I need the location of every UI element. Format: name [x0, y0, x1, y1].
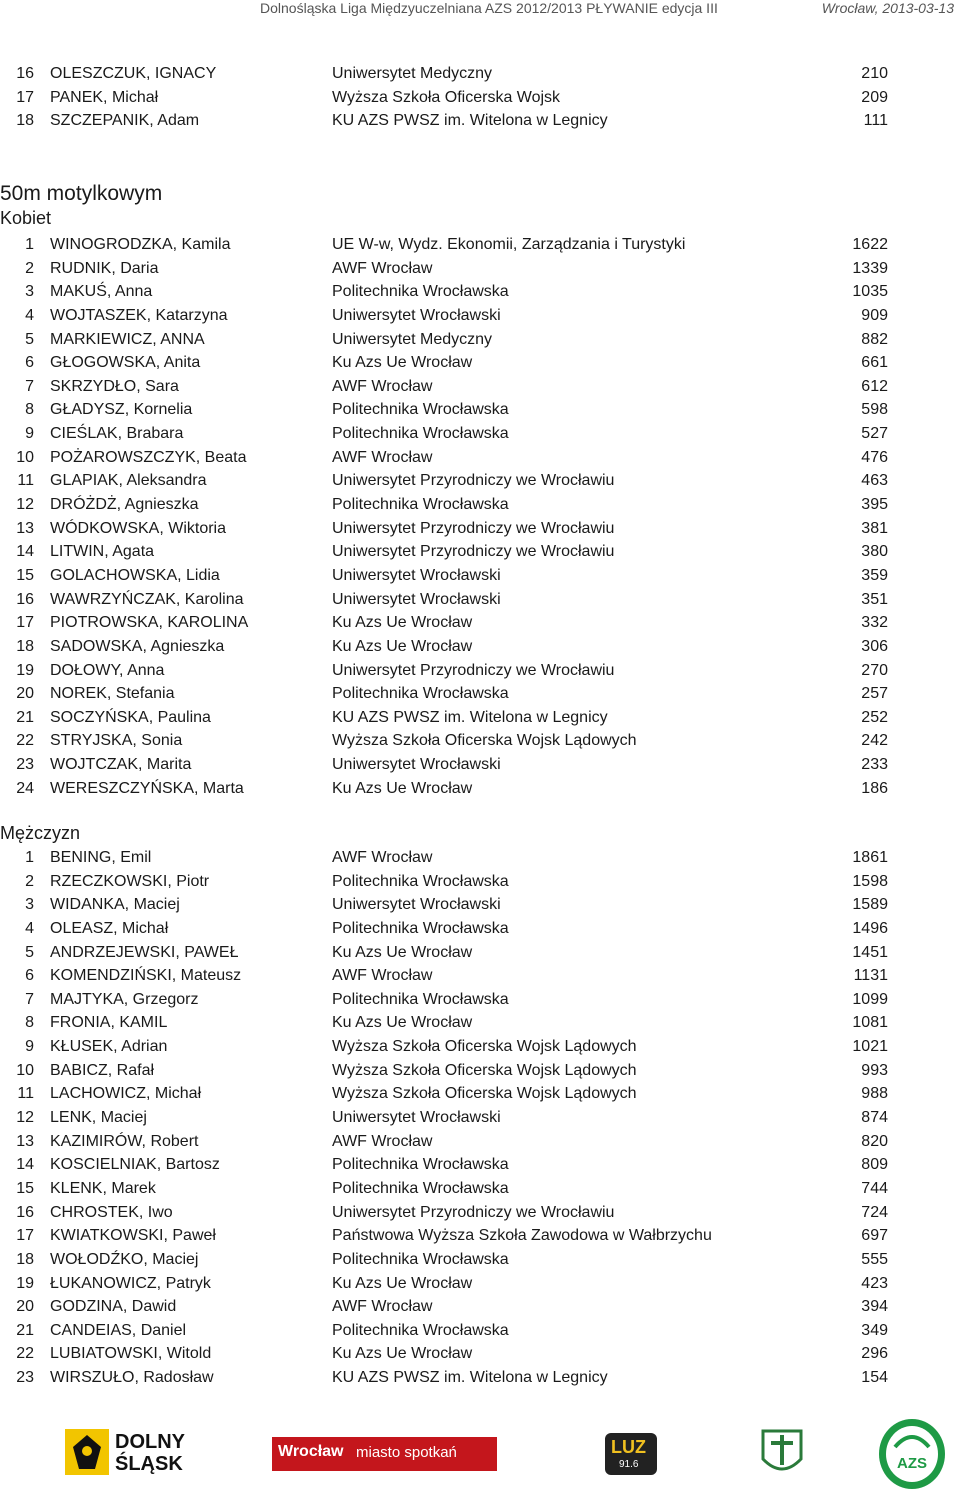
place-cell: 19	[16, 661, 34, 679]
name-cell: BENING, Emil	[50, 849, 152, 866]
club-cell: Państwowa Wyższa Szkoła Zawodowa w Wałbrzychu	[332, 1227, 712, 1245]
place-cell: 7	[25, 990, 34, 1008]
points-cell: 909	[861, 306, 888, 324]
club-cell: Politechnika Wrocławska	[332, 1250, 509, 1268]
club-cell: Politechnika Wrocławska	[332, 425, 509, 443]
club-cell: AWF Wrocław	[332, 259, 433, 277]
name-cell: STRYJSKA, Sonia	[50, 732, 183, 750]
luz-text: LUZ	[611, 1437, 646, 1457]
name-cell: SKRZYDŁO, Sara	[50, 377, 179, 395]
points-cell: 1131	[853, 967, 888, 985]
wroclaw-logo	[272, 1437, 497, 1471]
previous-results-list	[0, 62, 960, 133]
place-cell: 18	[16, 637, 34, 655]
club-cell: KU AZS PWSZ im. Witelona w Legnicy	[332, 708, 608, 726]
result-row	[0, 611, 960, 635]
points-cell: 210	[861, 65, 888, 82]
place-cell: 5	[25, 330, 34, 348]
name-cell: LITWIN, Agata	[50, 543, 155, 561]
points-cell: 598	[861, 401, 888, 419]
name-cell: CIEŚLAK, Brabara	[50, 425, 184, 443]
club-cell: Ku Azs Ue Wrocław	[332, 637, 473, 655]
place-cell: 18	[16, 1250, 34, 1268]
name-cell: KWIATKOWSKI, Paweł	[50, 1227, 216, 1245]
club-cell: Uniwersytet Wrocławski	[332, 1109, 501, 1127]
points-cell: 1099	[852, 990, 888, 1008]
result-row	[0, 729, 960, 753]
place-cell: 8	[25, 1014, 34, 1032]
place-cell: 21	[16, 708, 34, 726]
azs-emblem-icon	[877, 1417, 947, 1491]
place-cell: 6	[25, 354, 34, 372]
place-cell: 14	[16, 543, 34, 561]
place-cell: 16	[16, 590, 34, 608]
points-cell: 186	[861, 779, 888, 797]
place-cell: 19	[16, 1274, 34, 1292]
place-cell: 23	[16, 756, 34, 774]
club-cell: Wyższa Szkoła Oficerska Wojsk Lądowych	[332, 1085, 637, 1103]
sponsor-logos	[0, 1415, 960, 1495]
points-cell: 988	[861, 1085, 888, 1103]
place-cell: 20	[16, 1298, 34, 1316]
place-cell: 2	[25, 259, 34, 277]
result-row	[0, 1130, 960, 1154]
place-cell: 10	[16, 448, 34, 466]
points-cell: 874	[861, 1109, 888, 1127]
place-cell: 9	[25, 425, 34, 443]
club-cell: Uniwersytet Przyrodniczy we Wrocławiu	[332, 661, 615, 679]
points-cell: 1451	[852, 943, 888, 961]
club-cell: Uniwersytet Medyczny	[332, 65, 493, 82]
result-row	[0, 233, 960, 257]
points-cell: 332	[861, 614, 888, 632]
club-cell: Uniwersytet Wrocławski	[332, 590, 501, 608]
name-cell: LUBIATOWSKI, Witold	[50, 1345, 212, 1363]
place-cell: 4	[25, 919, 34, 937]
points-cell: 1035	[852, 283, 888, 301]
dolny-slask-text: DOLNY ŚLĄSK	[115, 1431, 185, 1475]
points-cell: 1496	[852, 919, 888, 937]
name-cell: OLEASZ, Michał	[50, 919, 169, 937]
university-crest-logo	[757, 1425, 807, 1481]
name-cell: GLAPIAK, Aleksandra	[50, 472, 207, 490]
place-cell: 12	[16, 496, 34, 514]
result-row	[0, 1248, 960, 1272]
points-cell: 612	[861, 377, 888, 395]
result-row	[0, 469, 960, 493]
points-cell: 744	[861, 1179, 888, 1197]
name-cell: SADOWSKA, Agnieszka	[50, 637, 225, 655]
result-row	[0, 540, 960, 564]
result-row	[0, 1082, 960, 1106]
azs-text: AZS	[897, 1455, 927, 1472]
place-cell: 15	[16, 1179, 34, 1197]
place-cell: 18	[16, 112, 34, 130]
points-cell: 527	[861, 425, 888, 443]
points-cell: 1589	[852, 896, 888, 914]
name-cell: WOJTCZAK, Marita	[50, 756, 192, 774]
name-cell: ŁUKANOWICZ, Patryk	[50, 1274, 211, 1292]
points-cell: 154	[861, 1369, 888, 1387]
place-cell: 22	[16, 732, 34, 750]
result-row	[0, 1319, 960, 1343]
points-cell: 242	[861, 732, 888, 750]
wroclaw-logo-tagline: miasto spotkań	[356, 1444, 457, 1461]
result-row	[0, 62, 960, 86]
result-row	[0, 1342, 960, 1366]
header-date: Wrocław, 2013-03-13	[821, 0, 954, 16]
club-cell: Ku Azs Ue Wrocław	[332, 779, 473, 797]
result-row	[0, 328, 960, 352]
name-cell: WOJTASZEK, Katarzyna	[50, 306, 228, 324]
points-cell: 270	[861, 661, 888, 679]
place-cell: 16	[16, 65, 34, 82]
place-cell: 7	[25, 377, 34, 395]
points-cell: 1622	[852, 236, 888, 253]
result-row	[0, 1106, 960, 1130]
place-cell: 14	[16, 1156, 34, 1174]
place-cell: 5	[25, 943, 34, 961]
women-category-label: Kobiet	[0, 208, 52, 228]
result-row	[0, 682, 960, 706]
club-cell: Ku Azs Ue Wrocław	[332, 1345, 473, 1363]
result-row	[0, 1153, 960, 1177]
name-cell: ANDRZEJEWSKI, PAWEŁ	[50, 943, 239, 961]
points-cell: 380	[861, 543, 888, 561]
club-cell: Wyższa Szkoła Oficerska Wojsk Lądowych	[332, 1038, 637, 1056]
points-cell: 296	[861, 1345, 888, 1363]
place-cell: 10	[16, 1061, 34, 1079]
points-cell: 351	[861, 590, 888, 608]
result-row	[0, 1366, 960, 1390]
club-cell: Uniwersytet Przyrodniczy we Wrocławiu	[332, 472, 615, 490]
result-row	[0, 988, 960, 1012]
name-cell: MARKIEWICZ, ANNA	[50, 330, 205, 348]
place-cell: 2	[25, 872, 34, 890]
azs-logo	[877, 1417, 947, 1491]
club-cell: Politechnika Wrocławska	[332, 685, 509, 703]
result-row	[0, 257, 960, 281]
result-row	[0, 517, 960, 541]
result-row	[0, 588, 960, 612]
women-results-list	[0, 233, 960, 800]
result-row	[0, 422, 960, 446]
club-cell: Uniwersytet Przyrodniczy we Wrocławiu	[332, 543, 615, 561]
place-cell: 4	[25, 306, 34, 324]
name-cell: KOSCIELNIAK, Bartosz	[50, 1156, 220, 1174]
club-cell: Ku Azs Ue Wrocław	[332, 1274, 473, 1292]
points-cell: 395	[861, 496, 888, 514]
name-cell: DOŁOWY, Anna	[50, 661, 165, 679]
result-row	[0, 1035, 960, 1059]
place-cell: 13	[16, 1132, 34, 1150]
result-row	[0, 86, 960, 110]
name-cell: PANEK, Michał	[50, 88, 159, 106]
place-cell: 17	[16, 614, 34, 632]
place-cell: 8	[25, 401, 34, 419]
place-cell: 3	[25, 896, 34, 914]
name-cell: GŁADYSZ, Kornelia	[50, 401, 193, 419]
club-cell: AWF Wrocław	[332, 849, 433, 866]
name-cell: NOREK, Stefania	[50, 685, 175, 703]
place-cell: 12	[16, 1109, 34, 1127]
name-cell: RUDNIK, Daria	[50, 259, 159, 277]
club-cell: KU AZS PWSZ im. Witelona w Legnicy	[332, 112, 608, 130]
name-cell: FRONIA, KAMIL	[50, 1014, 168, 1032]
points-cell: 1598	[852, 872, 888, 890]
points-cell: 111	[863, 112, 888, 130]
points-cell: 661	[861, 354, 888, 372]
result-row	[0, 375, 960, 399]
points-cell: 233	[861, 756, 888, 774]
name-cell: RZECZKOWSKI, Piotr	[50, 872, 210, 890]
points-cell: 697	[861, 1227, 888, 1245]
result-row	[0, 493, 960, 517]
points-cell: 476	[861, 448, 888, 466]
result-row	[0, 753, 960, 777]
points-cell: 349	[861, 1321, 888, 1339]
club-cell: Wyższa Szkoła Oficerska Wojsk Lądowych	[332, 732, 637, 750]
points-cell: 257	[861, 685, 888, 703]
club-cell: Politechnika Wrocławska	[332, 283, 509, 301]
name-cell: KŁUSEK, Adrian	[50, 1038, 168, 1056]
name-cell: SOCZYŃSKA, Paulina	[50, 708, 211, 726]
club-cell: Ku Azs Ue Wrocław	[332, 1014, 473, 1032]
result-row	[0, 1295, 960, 1319]
club-cell: AWF Wrocław	[332, 1132, 433, 1150]
club-cell: UE W-w, Wydz. Ekonomii, Zarządzania i Turystyki	[332, 236, 686, 253]
name-cell: MAKUŚ, Anna	[50, 283, 153, 301]
club-cell: Ku Azs Ue Wrocław	[332, 354, 473, 372]
result-row	[0, 446, 960, 470]
points-cell: 820	[861, 1132, 888, 1150]
club-cell: Uniwersytet Wrocławski	[332, 896, 501, 914]
points-cell: 1081	[852, 1014, 888, 1032]
result-row	[0, 351, 960, 375]
result-row	[0, 1201, 960, 1225]
club-cell: Uniwersytet Przyrodniczy we Wrocławiu	[332, 1203, 615, 1221]
name-cell: GOLACHOWSKA, Lidia	[50, 566, 220, 584]
points-cell: 724	[861, 1203, 888, 1221]
result-row	[0, 564, 960, 588]
place-cell: 11	[17, 472, 34, 490]
name-cell: PIOTROWSKA, KAROLINA	[50, 614, 249, 632]
club-cell: AWF Wrocław	[332, 1298, 433, 1316]
name-cell: WOŁODŹKO, Maciej	[50, 1250, 199, 1268]
points-cell: 1021	[852, 1038, 888, 1056]
name-cell: MAJTYKA, Grzegorz	[50, 990, 199, 1008]
club-cell: Politechnika Wrocławska	[332, 919, 509, 937]
name-cell: KOMENDZIŃSKI, Mateusz	[50, 967, 242, 985]
result-row	[0, 706, 960, 730]
points-cell: 1861	[852, 849, 888, 866]
header-league-title: Dolnośląska Liga Międzyuczelniana AZS 2012/2013 PŁYWANIE edycja III	[260, 0, 718, 16]
result-row	[0, 870, 960, 894]
result-row	[0, 917, 960, 941]
place-cell: 9	[25, 1038, 34, 1056]
result-row	[0, 846, 960, 870]
name-cell: WIRSZUŁO, Radosław	[50, 1369, 214, 1387]
result-row	[0, 280, 960, 304]
name-cell: GŁOGOWSKA, Anita	[50, 354, 201, 372]
page-header	[0, 0, 960, 20]
result-row	[0, 941, 960, 965]
name-cell: KLENK, Marek	[50, 1179, 156, 1197]
points-cell: 882	[861, 330, 888, 348]
club-cell: AWF Wrocław	[332, 377, 433, 395]
result-row	[0, 1224, 960, 1248]
points-cell: 993	[861, 1061, 888, 1079]
points-cell: 423	[861, 1274, 888, 1292]
points-cell: 463	[861, 472, 888, 490]
points-cell: 306	[861, 637, 888, 655]
luz-radio-logo	[605, 1429, 657, 1479]
place-cell: 22	[16, 1345, 34, 1363]
place-cell: 17	[16, 88, 34, 106]
name-cell: LENK, Maciej	[50, 1109, 147, 1127]
club-cell: Uniwersytet Wrocławski	[332, 756, 501, 774]
name-cell: BABICZ, Rafał	[50, 1061, 155, 1079]
club-cell: Uniwersytet Wrocławski	[332, 566, 501, 584]
club-cell: Uniwersytet Medyczny	[332, 330, 493, 348]
name-cell: WÓDKOWSKA, Wiktoria	[50, 519, 227, 537]
place-cell: 20	[16, 685, 34, 703]
result-row	[0, 109, 960, 133]
result-row	[0, 777, 960, 801]
points-cell: 555	[861, 1250, 888, 1268]
luz-frequency: 91.6	[619, 1459, 639, 1470]
result-row	[0, 398, 960, 422]
name-cell: GODZINA, Dawid	[50, 1298, 177, 1316]
result-row	[0, 964, 960, 988]
name-cell: SZCZEPANIK, Adam	[50, 112, 200, 130]
name-cell: WIDANKA, Maciej	[50, 896, 180, 914]
points-cell: 394	[861, 1298, 888, 1316]
club-cell: Wyższa Szkoła Oficerska Wojsk	[332, 88, 561, 106]
club-cell: Politechnika Wrocławska	[332, 496, 509, 514]
dolny-slask-logo	[65, 1425, 215, 1485]
club-cell: AWF Wrocław	[332, 967, 433, 985]
name-cell: WERESZCZYŃSKA, Marta	[50, 779, 244, 797]
points-cell: 209	[861, 88, 888, 106]
points-cell: 359	[861, 566, 888, 584]
club-cell: Politechnika Wrocławska	[332, 401, 509, 419]
place-cell: 6	[25, 967, 34, 985]
result-row	[0, 635, 960, 659]
place-cell: 21	[16, 1321, 34, 1339]
wroclaw-logo-name: Wrocław	[278, 1443, 344, 1460]
club-cell: KU AZS PWSZ im. Witelona w Legnicy	[332, 1369, 608, 1387]
place-cell: 13	[16, 519, 34, 537]
result-row	[0, 1272, 960, 1296]
club-cell: Uniwersytet Przyrodniczy we Wrocławiu	[332, 519, 615, 537]
club-cell: Uniwersytet Wrocławski	[332, 306, 501, 324]
club-cell: Politechnika Wrocławska	[332, 1179, 509, 1197]
result-row	[0, 304, 960, 328]
name-cell: CANDEIAS, Daniel	[50, 1321, 187, 1339]
men-results-list	[0, 846, 960, 1390]
place-cell: 1	[25, 236, 34, 253]
club-cell: Wyższa Szkoła Oficerska Wojsk Lądowych	[332, 1061, 637, 1079]
points-cell: 1339	[852, 259, 888, 277]
place-cell: 23	[16, 1369, 34, 1387]
place-cell: 15	[16, 566, 34, 584]
points-cell: 809	[861, 1156, 888, 1174]
name-cell: POŻAROWSZCZYK, Beata	[50, 448, 247, 466]
crest-icon	[757, 1425, 807, 1481]
place-cell: 16	[16, 1203, 34, 1221]
result-row	[0, 1177, 960, 1201]
place-cell: 1	[25, 849, 34, 866]
name-cell: WAWRZYŃCZAK, Karolina	[50, 590, 244, 608]
points-cell: 252	[861, 708, 888, 726]
result-row	[0, 1059, 960, 1083]
result-row	[0, 1011, 960, 1035]
result-row	[0, 659, 960, 683]
place-cell: 24	[16, 779, 34, 797]
place-cell: 17	[16, 1227, 34, 1245]
points-cell: 381	[861, 519, 888, 537]
club-cell: Ku Azs Ue Wrocław	[332, 614, 473, 632]
place-cell: 11	[17, 1085, 34, 1103]
club-cell: Politechnika Wrocławska	[332, 872, 509, 890]
men-category-label: Mężczyzn	[0, 823, 81, 843]
club-cell: Politechnika Wrocławska	[332, 1321, 509, 1339]
result-row	[0, 893, 960, 917]
club-cell: Politechnika Wrocławska	[332, 990, 509, 1008]
name-cell: WINOGRODZKA, Kamila	[50, 236, 231, 253]
event-title: 50m motylkowym	[0, 182, 163, 205]
name-cell: OLESZCZUK, IGNACY	[50, 65, 217, 82]
club-cell: Ku Azs Ue Wrocław	[332, 943, 473, 961]
name-cell: DRÓŻDŻ, Agnieszka	[50, 496, 199, 514]
club-cell: Politechnika Wrocławska	[332, 1156, 509, 1174]
name-cell: LACHOWICZ, Michał	[50, 1085, 202, 1103]
name-cell: KAZIMIRÓW, Robert	[50, 1132, 199, 1150]
place-cell: 3	[25, 283, 34, 301]
club-cell: AWF Wrocław	[332, 448, 433, 466]
name-cell: CHROSTEK, Iwo	[50, 1203, 173, 1221]
